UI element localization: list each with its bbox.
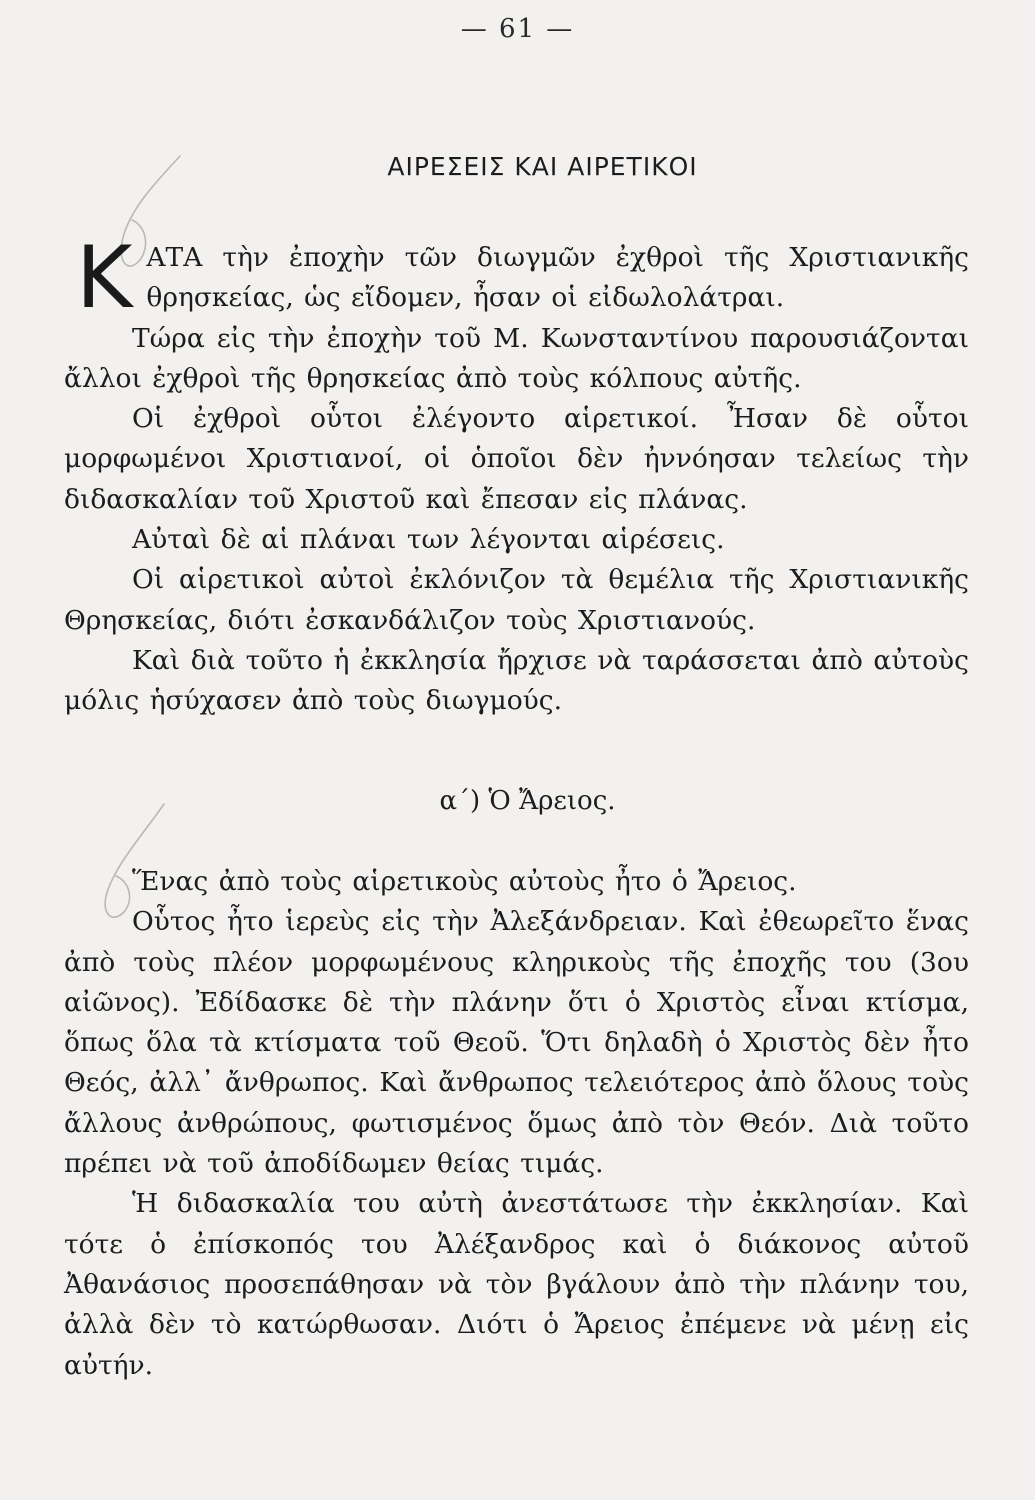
page-number: — 61 — [460,14,575,44]
section-text [64,862,969,1386]
intro-paragraph: Οἱ ἐχθροὶ οὗτοι ἐλέγοντο αἱρετικοί. Ἦσαν δὲ οὗτοι μορφωμένοι Χριστιανοί, οἱ ὁποῖοι δὲν ἠννόησαν τελείως τὴν διδασκαλίαν τοῦ Χριστοῦ καὶ ἔπεσαν εἰς πλάνας. [64,403,969,515]
drop-cap-letter: Κ [76,228,133,328]
intro-paragraph: Οἱ αἱρετικοὶ αὐτοὶ ἐκλόνιζον τὰ θεμέλια τῆς Χριστιανικῆς Θρησκείας, διότι ἐσκανδάλιζον τοὺς Χριστιανούς. [64,564,969,636]
intro-first-paragraph-text: ΑΤΑ τὴν ἐποχὴν τῶν διωγμῶν ἐχθροὶ τῆς Χριστιανικῆς θρησκείας, ὡς εἴδομεν, ἦσαν οἱ εἰδωλολάτραι. [146,242,969,314]
intro-paragraph: Καὶ διὰ τοῦτο ἡ ἐκκλησία ἤρχισε νὰ ταράσσεται ἀπὸ αὐτοὺς μόλις ἡσύχασεν ἀπὸ τοὺς διωγμούς. [64,644,969,717]
section-paragraph: Ἡ διδασκαλία του αὐτὴ ἀνεστάτωσε τὴν ἐκκλησίαν. Καὶ τότε ὁ ἐπίσκοπός του Ἀλέξανδρος καὶ ὁ διάκονος αὐτοῦ Ἀθανάσιος προσεπάθησαν νὰ τὸν βγάλουν ἀπὸ τὴν πλάνην του, ἀλλὰ δὲν τὸ κατώρθωσαν. Διότι ὁ Ἄρειος ἐπέμενε νὰ μένῃ εἰς αὐτήν. [64,1188,969,1381]
section-paragraph: Ἕνας ἀπὸ τοὺς αἱρετικοὺς αὐτοὺς ἦτο ὁ Ἄρειος. [132,866,797,897]
intro-paragraph: Τώρα εἰς τὴν ἐποχὴν τοῦ Μ. Κωνσταντίνου παρουσιάζονται ἄλλοι ἐχθροὶ τῆς θρησκείας ἀπὸ τοὺς κόλπους αὐτῆς. [64,322,969,394]
intro-first-paragraph [64,228,969,328]
intro-text [64,228,969,722]
section-title: α΄) Ὁ Ἄρειος. [439,786,616,816]
intro-paragraph: Αὐταὶ δὲ αἱ πλάναι των λέγονται αἱρέσεις. [132,524,725,556]
section-paragraph: Οὗτος ἦτο ἱερεὺς εἰς τὴν Ἀλεξάνδρειαν. Καὶ ἐθεωρεῖτο ἕνας ἀπὸ τοὺς πλέον μορφωμένους κληρικοὺς τῆς ἐποχῆς του (3ου αἰῶνος). Ἐδίδασκε δὲ τὴν πλάνην ὅτι ὁ Χριστὸς εἶναι κτίσμα, ὅπως ὅλα τὰ κτίσματα τοῦ Θεοῦ. Ὅτι δηλαδὴ ὁ Χριστὸς δὲν ἦτο Θεός, ἀλλ᾿ ἄνθρωπος. Καὶ ἄνθρωπος τελειότερος ἀπὸ ὅλους τοὺς ἄλλους ἀνθρώπους, φωτισμένος ὅμως ἀπὸ τὸν Θεόν. Διὰ τοῦτο πρέπει νὰ τοῦ ἀποδίδωμεν θείας τιμάς. [64,906,969,1180]
chapter-title: ΑΙΡΕΣΕΙΣ ΚΑΙ ΑΙΡΕΤΙΚΟΙ [387,152,698,181]
